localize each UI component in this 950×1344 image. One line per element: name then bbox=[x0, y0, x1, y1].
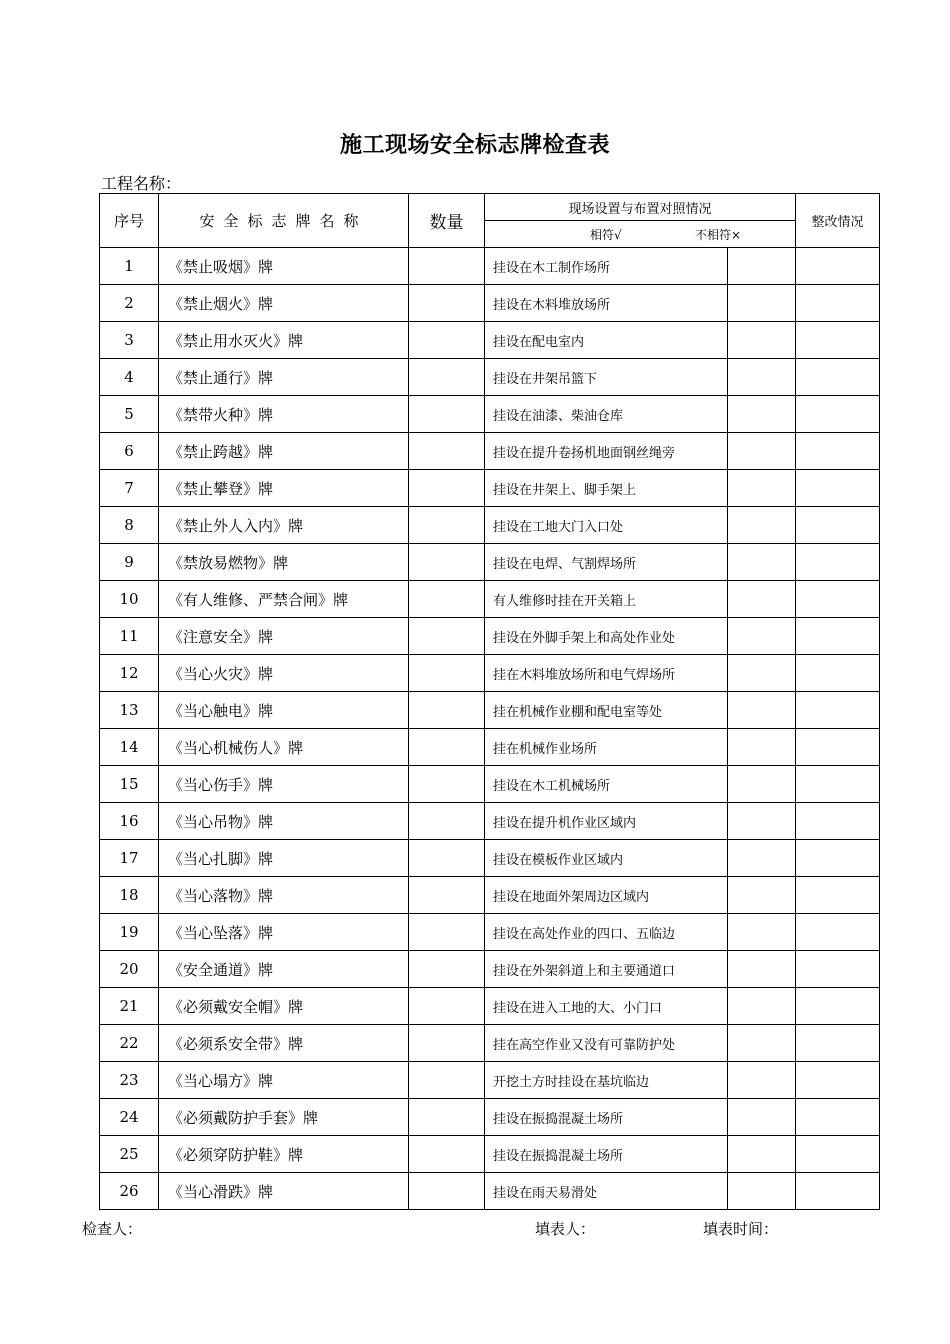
requirement-cell: 挂设在地面外架周边区域内 bbox=[485, 877, 728, 914]
match-cell[interactable] bbox=[728, 988, 796, 1025]
sign-name-cell: 《必须系安全带》牌 bbox=[159, 1025, 409, 1062]
header-condition: 现场设置与布置对照情况 bbox=[485, 194, 796, 221]
rectification-cell[interactable] bbox=[796, 322, 880, 359]
match-cell[interactable] bbox=[728, 544, 796, 581]
quantity-cell[interactable] bbox=[409, 1062, 485, 1099]
rectification-cell[interactable] bbox=[796, 396, 880, 433]
quantity-cell[interactable] bbox=[409, 285, 485, 322]
table-row bbox=[100, 914, 880, 951]
row-number: 5 bbox=[100, 396, 159, 433]
requirement-cell: 挂在高空作业又没有可靠防护处 bbox=[485, 1025, 728, 1062]
sign-name-cell: 《禁止攀登》牌 bbox=[159, 470, 409, 507]
table-row bbox=[100, 396, 880, 433]
quantity-cell[interactable] bbox=[409, 766, 485, 803]
requirement-cell: 挂设在油漆、柴油仓库 bbox=[485, 396, 728, 433]
row-number: 21 bbox=[100, 988, 159, 1025]
requirement-cell: 挂设在木料堆放场所 bbox=[485, 285, 728, 322]
match-cell[interactable] bbox=[728, 470, 796, 507]
match-cell[interactable] bbox=[728, 396, 796, 433]
quantity-cell[interactable] bbox=[409, 877, 485, 914]
requirement-cell: 挂设在木工机械场所 bbox=[485, 766, 728, 803]
table-row bbox=[100, 988, 880, 1025]
sign-name-cell: 《当心伤手》牌 bbox=[159, 766, 409, 803]
table-row bbox=[100, 1173, 880, 1210]
rectification-cell[interactable] bbox=[796, 359, 880, 396]
table-row bbox=[100, 951, 880, 988]
sign-name-cell: 《必须穿防护鞋》牌 bbox=[159, 1136, 409, 1173]
quantity-cell[interactable] bbox=[409, 544, 485, 581]
sign-name-cell: 《禁止跨越》牌 bbox=[159, 433, 409, 470]
requirement-cell: 挂设在外架斜道上和主要通道口 bbox=[485, 951, 728, 988]
match-cell[interactable] bbox=[728, 248, 796, 285]
quantity-cell[interactable] bbox=[409, 803, 485, 840]
rectification-cell[interactable] bbox=[796, 544, 880, 581]
table-body bbox=[100, 248, 880, 1210]
requirement-cell: 挂设在木工制作场所 bbox=[485, 248, 728, 285]
sign-name-cell: 《当心扎脚》牌 bbox=[159, 840, 409, 877]
table-row bbox=[100, 655, 880, 692]
requirement-cell: 挂设在进入工地的大、小门口 bbox=[485, 988, 728, 1025]
sign-name-cell: 《当心触电》牌 bbox=[159, 692, 409, 729]
quantity-cell[interactable] bbox=[409, 840, 485, 877]
row-number: 24 bbox=[100, 1099, 159, 1136]
table-row bbox=[100, 359, 880, 396]
row-number: 23 bbox=[100, 1062, 159, 1099]
row-number: 10 bbox=[100, 581, 159, 618]
row-number: 1 bbox=[100, 248, 159, 285]
sign-name-cell: 《当心滑跌》牌 bbox=[159, 1173, 409, 1210]
header-rectification: 整改情况 bbox=[796, 194, 880, 248]
header-quantity: 数量 bbox=[409, 194, 485, 248]
rectification-cell[interactable] bbox=[796, 433, 880, 470]
quantity-cell[interactable] bbox=[409, 581, 485, 618]
rectification-cell[interactable] bbox=[796, 951, 880, 988]
table-row bbox=[100, 544, 880, 581]
rectification-cell[interactable] bbox=[796, 1173, 880, 1210]
row-number: 14 bbox=[100, 729, 159, 766]
quantity-cell[interactable] bbox=[409, 1099, 485, 1136]
match-cell[interactable] bbox=[728, 766, 796, 803]
sign-name-cell: 《当心火灾》牌 bbox=[159, 655, 409, 692]
sign-name-cell: 《必须戴安全帽》牌 bbox=[159, 988, 409, 1025]
table-row bbox=[100, 618, 880, 655]
sign-name-cell: 《禁止吸烟》牌 bbox=[159, 248, 409, 285]
requirement-cell: 挂设在振捣混凝土场所 bbox=[485, 1099, 728, 1136]
requirement-cell: 有人维修时挂在开关箱上 bbox=[485, 581, 728, 618]
sign-name-cell: 《禁带火种》牌 bbox=[159, 396, 409, 433]
match-cell[interactable] bbox=[728, 803, 796, 840]
rectification-cell[interactable] bbox=[796, 285, 880, 322]
table-row bbox=[100, 1099, 880, 1136]
match-cell[interactable] bbox=[728, 692, 796, 729]
row-number: 3 bbox=[100, 322, 159, 359]
table-row bbox=[100, 581, 880, 618]
row-number: 18 bbox=[100, 877, 159, 914]
sign-name-cell: 《注意安全》牌 bbox=[159, 618, 409, 655]
requirement-cell: 挂设在高处作业的四口、五临边 bbox=[485, 914, 728, 951]
match-cell[interactable] bbox=[728, 914, 796, 951]
requirement-cell: 挂设在井架上、脚手架上 bbox=[485, 470, 728, 507]
rectification-cell[interactable] bbox=[796, 877, 880, 914]
row-number: 22 bbox=[100, 1025, 159, 1062]
sign-name-cell: 《当心落物》牌 bbox=[159, 877, 409, 914]
row-number: 19 bbox=[100, 914, 159, 951]
sign-name-cell: 《安全通道》牌 bbox=[159, 951, 409, 988]
quantity-cell[interactable] bbox=[409, 248, 485, 285]
project-name-label: 工程名称： bbox=[101, 174, 182, 193]
requirement-cell: 挂设在提升卷扬机地面钢丝绳旁 bbox=[485, 433, 728, 470]
quantity-cell[interactable] bbox=[409, 729, 485, 766]
requirement-cell: 挂在木料堆放场所和电气焊场所 bbox=[485, 655, 728, 692]
match-cell[interactable] bbox=[728, 285, 796, 322]
row-number: 11 bbox=[100, 618, 159, 655]
rectification-cell[interactable] bbox=[796, 655, 880, 692]
match-cell[interactable] bbox=[728, 1173, 796, 1210]
requirement-cell: 挂设在井架吊篮下 bbox=[485, 359, 728, 396]
row-number: 26 bbox=[100, 1173, 159, 1210]
page-title: 施工现场安全标志牌检查表 bbox=[339, 132, 610, 158]
match-cell[interactable] bbox=[728, 618, 796, 655]
quantity-cell[interactable] bbox=[409, 1136, 485, 1173]
sign-name-cell: 《禁止通行》牌 bbox=[159, 359, 409, 396]
requirement-cell: 挂设在提升机作业区域内 bbox=[485, 803, 728, 840]
rectification-cell[interactable] bbox=[796, 581, 880, 618]
inspection-table bbox=[99, 193, 880, 1210]
table-row bbox=[100, 248, 880, 285]
table-row bbox=[100, 729, 880, 766]
match-cell[interactable] bbox=[728, 951, 796, 988]
row-number: 15 bbox=[100, 766, 159, 803]
row-number: 7 bbox=[100, 470, 159, 507]
row-number: 6 bbox=[100, 433, 159, 470]
row-number: 25 bbox=[100, 1136, 159, 1173]
quantity-cell[interactable] bbox=[409, 692, 485, 729]
match-cell[interactable] bbox=[728, 581, 796, 618]
requirement-cell: 挂设在工地大门入口处 bbox=[485, 507, 728, 544]
header-sign-name: 安全标志牌名称 bbox=[159, 194, 409, 248]
quantity-cell[interactable] bbox=[409, 951, 485, 988]
match-cell[interactable] bbox=[728, 433, 796, 470]
match-cell[interactable] bbox=[728, 877, 796, 914]
requirement-cell: 开挖土方时挂设在基坑临边 bbox=[485, 1062, 728, 1099]
header-no: 序号 bbox=[100, 194, 159, 248]
rectification-cell[interactable] bbox=[796, 248, 880, 285]
table-row bbox=[100, 285, 880, 322]
table-row bbox=[100, 766, 880, 803]
rectification-cell[interactable] bbox=[796, 1099, 880, 1136]
quantity-cell[interactable] bbox=[409, 618, 485, 655]
header-match-nomatch bbox=[485, 221, 796, 248]
rectification-cell[interactable] bbox=[796, 1062, 880, 1099]
fill-time-label: 填表时间： bbox=[703, 1220, 779, 1238]
row-number: 20 bbox=[100, 951, 159, 988]
requirement-cell: 挂设在外脚手架上和高处作业处 bbox=[485, 618, 728, 655]
quantity-cell[interactable] bbox=[409, 359, 485, 396]
table-row bbox=[100, 470, 880, 507]
table-row bbox=[100, 692, 880, 729]
sign-name-cell: 《必须戴防护手套》牌 bbox=[159, 1099, 409, 1136]
quantity-cell[interactable] bbox=[409, 655, 485, 692]
table-row bbox=[100, 507, 880, 544]
row-number: 9 bbox=[100, 544, 159, 581]
table-row bbox=[100, 1136, 880, 1173]
table-row bbox=[100, 1062, 880, 1099]
header-match: 相符√ bbox=[590, 227, 622, 242]
rectification-cell[interactable] bbox=[796, 470, 880, 507]
rectification-cell[interactable] bbox=[796, 988, 880, 1025]
requirement-cell: 挂在机械作业场所 bbox=[485, 729, 728, 766]
sign-name-cell: 《当心吊物》牌 bbox=[159, 803, 409, 840]
match-cell[interactable] bbox=[728, 1099, 796, 1136]
row-number: 13 bbox=[100, 692, 159, 729]
row-number: 8 bbox=[100, 507, 159, 544]
requirement-cell: 挂设在模板作业区域内 bbox=[485, 840, 728, 877]
rectification-cell[interactable] bbox=[796, 729, 880, 766]
rectification-cell[interactable] bbox=[796, 1136, 880, 1173]
sign-name-cell: 《当心塌方》牌 bbox=[159, 1062, 409, 1099]
match-cell[interactable] bbox=[728, 729, 796, 766]
sign-name-cell: 《禁放易燃物》牌 bbox=[159, 544, 409, 581]
quantity-cell[interactable] bbox=[409, 988, 485, 1025]
rectification-cell[interactable] bbox=[796, 618, 880, 655]
quantity-cell[interactable] bbox=[409, 507, 485, 544]
sign-name-cell: 《当心坠落》牌 bbox=[159, 914, 409, 951]
table-row bbox=[100, 433, 880, 470]
rectification-cell[interactable] bbox=[796, 840, 880, 877]
filler-label: 填表人： bbox=[535, 1220, 596, 1238]
rectification-cell[interactable] bbox=[796, 1025, 880, 1062]
table-row bbox=[100, 322, 880, 359]
match-cell[interactable] bbox=[728, 840, 796, 877]
match-cell[interactable] bbox=[728, 507, 796, 544]
sign-name-cell: 《当心机械伤人》牌 bbox=[159, 729, 409, 766]
row-number: 17 bbox=[100, 840, 159, 877]
match-cell[interactable] bbox=[728, 1062, 796, 1099]
quantity-cell[interactable] bbox=[409, 470, 485, 507]
row-number: 12 bbox=[100, 655, 159, 692]
rectification-cell[interactable] bbox=[796, 803, 880, 840]
table-row bbox=[100, 877, 880, 914]
row-number: 2 bbox=[100, 285, 159, 322]
rectification-cell[interactable] bbox=[796, 914, 880, 951]
table-row bbox=[100, 840, 880, 877]
requirement-cell: 挂设在配电室内 bbox=[485, 322, 728, 359]
match-cell[interactable] bbox=[728, 359, 796, 396]
requirement-cell: 挂设在电焊、气割焊场所 bbox=[485, 544, 728, 581]
table-row bbox=[100, 1025, 880, 1062]
inspector-label: 检查人： bbox=[82, 1220, 143, 1238]
requirement-cell: 挂设在振捣混凝土场所 bbox=[485, 1136, 728, 1173]
quantity-cell[interactable] bbox=[409, 433, 485, 470]
quantity-cell[interactable] bbox=[409, 914, 485, 951]
quantity-cell[interactable] bbox=[409, 396, 485, 433]
table-row bbox=[100, 803, 880, 840]
match-cell[interactable] bbox=[728, 655, 796, 692]
quantity-cell[interactable] bbox=[409, 322, 485, 359]
sign-name-cell: 《禁止外人入内》牌 bbox=[159, 507, 409, 544]
rectification-cell[interactable] bbox=[796, 507, 880, 544]
quantity-cell[interactable] bbox=[409, 1173, 485, 1210]
sign-name-cell: 《有人维修、严禁合闸》牌 bbox=[159, 581, 409, 618]
rectification-cell[interactable] bbox=[796, 766, 880, 803]
sign-name-cell: 《禁止烟火》牌 bbox=[159, 285, 409, 322]
match-cell[interactable] bbox=[728, 1136, 796, 1173]
sign-name-cell: 《禁止用水灭火》牌 bbox=[159, 322, 409, 359]
rectification-cell[interactable] bbox=[796, 692, 880, 729]
row-number: 16 bbox=[100, 803, 159, 840]
requirement-cell: 挂在机械作业棚和配电室等处 bbox=[485, 692, 728, 729]
header-nomatch: 不相符× bbox=[695, 227, 742, 242]
row-number: 4 bbox=[100, 359, 159, 396]
match-cell[interactable] bbox=[728, 1025, 796, 1062]
requirement-cell: 挂设在雨天易滑处 bbox=[485, 1173, 728, 1210]
match-cell[interactable] bbox=[728, 322, 796, 359]
quantity-cell[interactable] bbox=[409, 1025, 485, 1062]
